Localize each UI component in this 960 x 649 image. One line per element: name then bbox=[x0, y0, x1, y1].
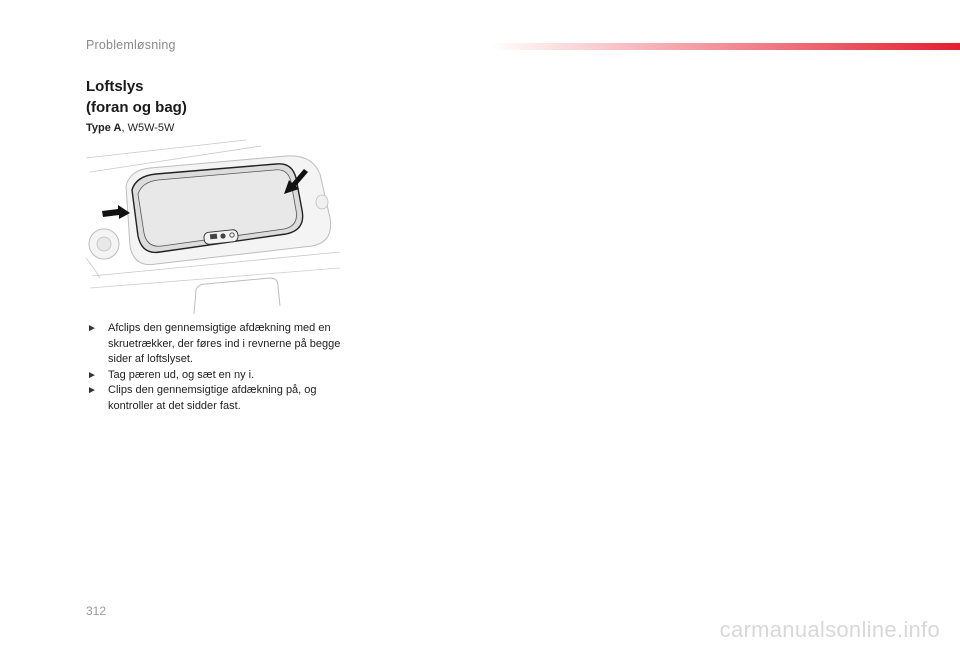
arrow-bullet-icon: ► bbox=[87, 323, 97, 334]
instruction-item bbox=[86, 368, 346, 384]
page-title bbox=[86, 76, 187, 118]
arrow-bullet-icon: ► bbox=[87, 385, 97, 396]
page-title-line-2: (foran og bag) bbox=[86, 99, 187, 116]
instruction-list bbox=[86, 321, 346, 414]
header-accent-bar bbox=[490, 43, 960, 50]
bulb-type bbox=[86, 122, 174, 134]
instruction-text: Afclips den gennemsigtige afdækning med en skruetrækker, der føres ind i revnerne på begge sider af loftslyset. bbox=[108, 322, 341, 365]
instruction-text: Tag pæren ud, og sæt en ny i. bbox=[108, 368, 255, 381]
ceiling-light-illustration bbox=[86, 138, 342, 320]
instruction-item bbox=[86, 321, 346, 368]
bulb-type-value: , W5W-5W bbox=[121, 122, 175, 134]
page-title-line-1: Loftslys bbox=[86, 78, 144, 95]
page-number: 312 bbox=[86, 604, 107, 618]
instruction-text: Clips den gennemsigtige afdækning på, og kontroller at det sidder fast. bbox=[108, 384, 317, 412]
instruction-item bbox=[86, 383, 346, 414]
bulb-type-label: Type A bbox=[86, 122, 122, 134]
arrow-bullet-icon: ► bbox=[87, 369, 97, 381]
watermark: carmanualsonline.info bbox=[719, 617, 940, 642]
section-header: Problemløsning bbox=[86, 38, 176, 52]
